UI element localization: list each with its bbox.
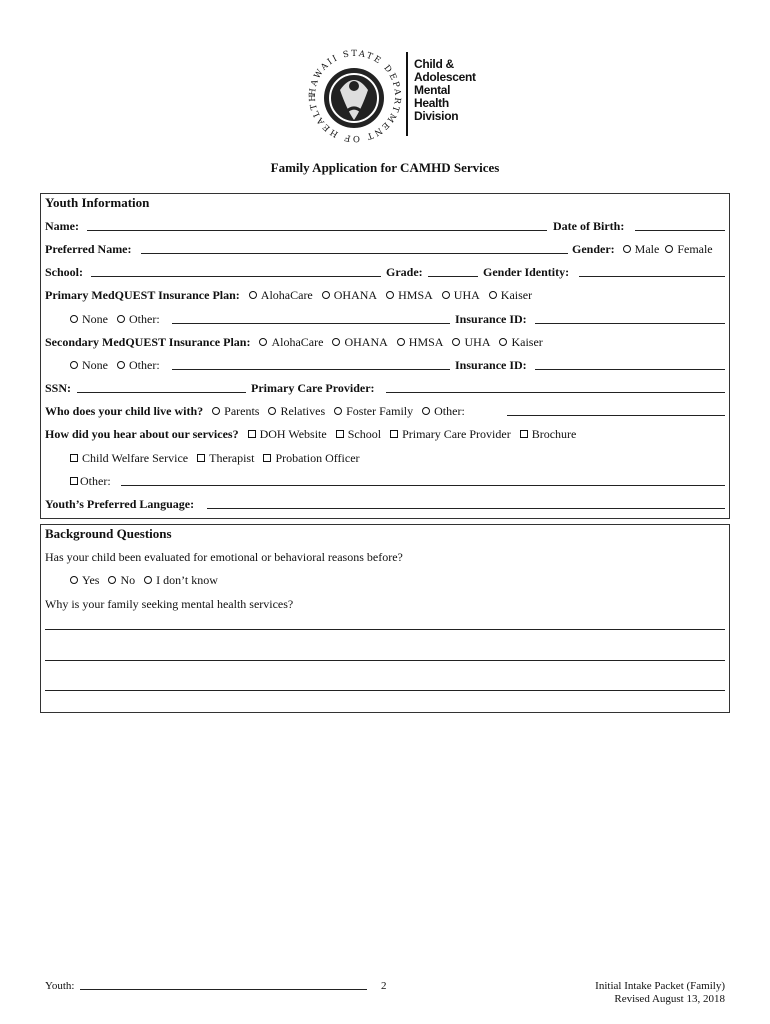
evaluated-no-radio[interactable] (108, 576, 116, 584)
secondary-alohacare-radio[interactable] (259, 338, 267, 346)
secondary-plan-row (45, 334, 543, 350)
hear-pcp-label: Primary Care Provider (402, 427, 511, 441)
gender-male-radio[interactable] (623, 245, 631, 253)
secondary-none-label: None (82, 358, 108, 372)
primary-plan-label: Primary MedQUEST Insurance Plan: (45, 288, 240, 302)
live-relatives-label: Relatives (280, 404, 326, 418)
live-foster-label: Foster Family (346, 404, 414, 418)
secondary-insurance-id-label: Insurance ID: (455, 358, 527, 372)
hear-other-field[interactable] (121, 485, 725, 486)
hear-row-1 (45, 426, 576, 442)
live-parents-label: Parents (224, 404, 260, 418)
gender-female-radio[interactable] (665, 245, 673, 253)
school-label: School: (45, 265, 84, 279)
gender-male-label: Male (634, 242, 660, 256)
hear-cws-checkbox[interactable] (70, 454, 78, 462)
primary-hmsa-label: HMSA (398, 288, 433, 302)
secondary-uha-radio[interactable] (452, 338, 460, 346)
seal-text (300, 42, 410, 150)
primary-none-other-row (70, 311, 160, 327)
packet-name: Initial Intake Packet (Family) (595, 980, 725, 992)
grade-field[interactable] (428, 276, 478, 277)
division-name: Child & Adolescent Mental Health Division (414, 57, 476, 123)
hear-therapist-label: Therapist (209, 451, 255, 465)
secondary-other-radio[interactable] (117, 361, 125, 369)
evaluated-options (70, 572, 218, 588)
secondary-kaiser-radio[interactable] (499, 338, 507, 346)
hear-row-2 (70, 450, 360, 466)
hear-school-checkbox[interactable] (336, 430, 344, 438)
live-other-label: Other: (434, 404, 465, 418)
hear-probation-checkbox[interactable] (263, 454, 271, 462)
primary-other-field[interactable] (172, 323, 450, 324)
gender-female-label: Female (677, 242, 713, 256)
gender-group (572, 241, 713, 257)
primary-other-radio[interactable] (117, 315, 125, 323)
hear-other-label: Other: (80, 474, 111, 488)
primary-uha-label: UHA (453, 288, 480, 302)
hear-doh-checkbox[interactable] (248, 430, 256, 438)
secondary-none-radio[interactable] (70, 361, 78, 369)
secondary-other-field[interactable] (172, 369, 450, 370)
evaluated-no-label: No (120, 573, 136, 587)
footer-youth-field[interactable] (80, 989, 367, 990)
hear-other-checkbox[interactable] (70, 477, 78, 485)
secondary-none-other-row (70, 357, 160, 373)
secondary-ohana-label: OHANA (344, 335, 388, 349)
secondary-hmsa-radio[interactable] (397, 338, 405, 346)
secondary-plan-label: Secondary MedQUEST Insurance Plan: (45, 335, 251, 349)
primary-ohana-radio[interactable] (322, 291, 330, 299)
secondary-alohacare-label: AlohaCare (271, 335, 324, 349)
live-parents-radio[interactable] (212, 407, 220, 415)
evaluated-dontknow-radio[interactable] (144, 576, 152, 584)
live-relatives-radio[interactable] (268, 407, 276, 415)
pcp-label: Primary Care Provider: (251, 381, 375, 395)
live-with-row (45, 403, 465, 419)
secondary-kaiser-label: Kaiser (511, 335, 543, 349)
live-foster-radio[interactable] (334, 407, 342, 415)
live-other-field[interactable] (507, 415, 725, 416)
seeking-answer-line-2[interactable] (45, 660, 725, 661)
primary-kaiser-radio[interactable] (489, 291, 497, 299)
background-heading: Background Questions (45, 526, 172, 541)
page-number: 2 (381, 980, 387, 992)
dob-field[interactable] (635, 230, 725, 231)
secondary-other-label: Other: (129, 358, 160, 372)
name-field[interactable] (87, 230, 547, 231)
primary-kaiser-label: Kaiser (500, 288, 533, 302)
seeking-answer-line-1[interactable] (45, 629, 725, 630)
primary-alohacare-label: AlohaCare (260, 288, 313, 302)
hear-probation-label: Probation Officer (275, 451, 360, 465)
seeking-answer-line-3[interactable] (45, 690, 725, 691)
primary-none-radio[interactable] (70, 315, 78, 323)
name-label: Name: (45, 219, 79, 233)
primary-insurance-id-field[interactable] (535, 323, 725, 324)
revised-date: Revised August 13, 2018 (614, 993, 725, 1005)
youth-information-heading: Youth Information (45, 195, 150, 210)
evaluated-question: Has your child been evaluated for emotional or behavioral reasons before? (45, 550, 403, 564)
hear-doh-label: DOH Website (259, 427, 327, 441)
primary-none-label: None (82, 312, 108, 326)
division-divider (406, 52, 408, 136)
hear-brochure-checkbox[interactable] (520, 430, 528, 438)
preferred-name-label: Preferred Name: (45, 242, 132, 256)
language-label: Youth’s Preferred Language: (45, 497, 195, 511)
hear-other-row (70, 473, 111, 489)
secondary-ohana-radio[interactable] (332, 338, 340, 346)
ssn-label: SSN: (45, 381, 72, 395)
language-field[interactable] (207, 508, 725, 509)
live-other-radio[interactable] (422, 407, 430, 415)
secondary-hmsa-label: HMSA (408, 335, 444, 349)
primary-hmsa-radio[interactable] (386, 291, 394, 299)
evaluated-dontknow-label: I don’t know (156, 573, 218, 587)
svg-text:HAWAII STATE DEPARTMENT OF HEA: HAWAII STATE DEPARTMENT OF HEALTH (307, 48, 403, 144)
hear-cws-label: Child Welfare Service (82, 451, 189, 465)
evaluated-yes-label: Yes (82, 573, 100, 587)
primary-insurance-id-label: Insurance ID: (455, 312, 527, 326)
grade-label: Grade: (386, 265, 423, 279)
seeking-question: Why is your family seeking mental health services? (45, 597, 294, 611)
primary-uha-radio[interactable] (442, 291, 450, 299)
pcp-field[interactable] (386, 392, 725, 393)
ssn-field[interactable] (77, 392, 246, 393)
page-title: Family Application for CAMHD Services (270, 160, 500, 175)
hear-therapist-checkbox[interactable] (197, 454, 205, 462)
dob-label: Date of Birth: (553, 219, 625, 233)
hear-brochure-label: Brochure (531, 427, 577, 441)
gender-identity-label: Gender Identity: (483, 265, 570, 279)
gender-label: Gender: (572, 242, 615, 256)
gender-identity-field[interactable] (579, 276, 725, 277)
hear-school-label: School (347, 427, 382, 441)
preferred-name-field[interactable] (141, 253, 568, 254)
hear-pcp-checkbox[interactable] (390, 430, 398, 438)
school-field[interactable] (91, 276, 381, 277)
footer-youth-label: Youth: (45, 980, 75, 992)
secondary-insurance-id-field[interactable] (535, 369, 725, 370)
live-with-label: Who does your child live with? (45, 404, 204, 418)
primary-alohacare-radio[interactable] (249, 291, 257, 299)
primary-plan-row (45, 287, 532, 303)
evaluated-yes-radio[interactable] (70, 576, 78, 584)
primary-ohana-label: OHANA (333, 288, 378, 302)
hear-label: How did you hear about our services? (45, 427, 239, 441)
primary-other-label: Other: (129, 312, 160, 326)
secondary-uha-label: UHA (464, 335, 491, 349)
